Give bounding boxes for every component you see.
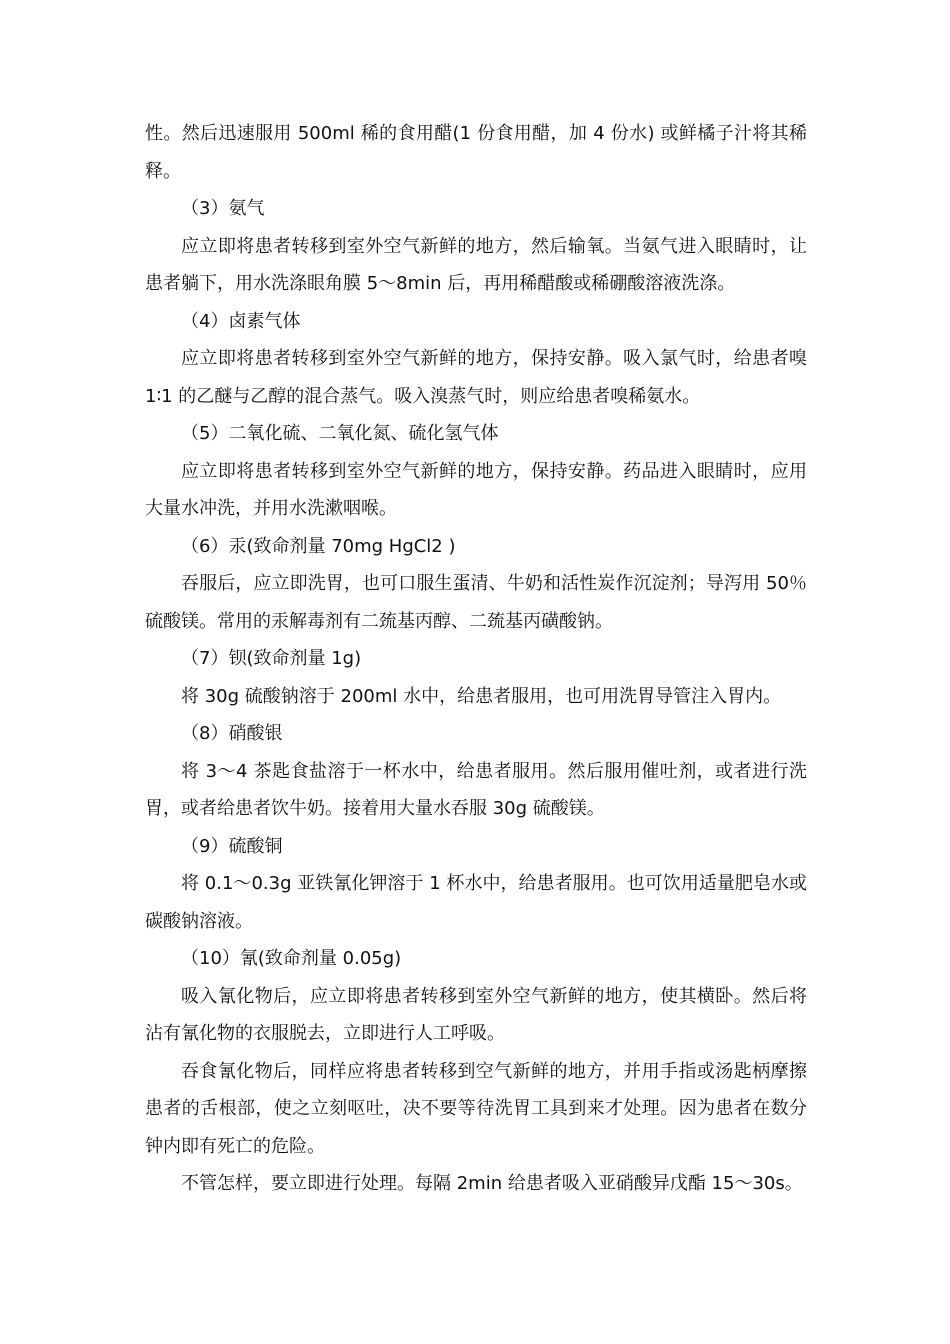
section-heading-silver-nitrate: （8）硝酸银: [181, 723, 283, 744]
paragraph-copper-sulfate: 将 0.1～0.3g 亚铁氰化钾溶于 1 杯水中，给患者服用。也可饮用适量肥皂水或碳酸钠溶液。: [145, 873, 807, 932]
paragraph-continuation: 性。然后迅速服用 500ml 稀的食用醋(1 份食用醋，加 4 份水) 或鲜橘子汁将其稀释。: [145, 123, 807, 182]
section-heading-mercury: （6）汞(致命剂量 70mg HgCl2 ): [181, 535, 456, 557]
paragraph-halogen: 应立即将患者转移到室外空气新鲜的地方，保持安静。吸入氯气时，给患者嗅 1∶1 的乙醚与乙醇的混合蒸气。吸入溴蒸气时，则应给患者嗅稀氨水。: [145, 348, 807, 407]
paragraph-cyanide-treatment: 不管怎样，要立即进行处理。每隔 2min 给患者吸入亚硝酸异戊酯 15～30s。: [181, 1173, 803, 1194]
paragraph-barium: 将 30g 硫酸钠溶于 200ml 水中，给患者服用，也可用洗胃导管注入胃内。: [181, 685, 782, 707]
section-heading-ammonia: （3）氨气: [181, 198, 265, 219]
section-heading-halogen: （4）卤素气体: [181, 310, 301, 332]
paragraph-mercury: 吞服后，应立即洗胃，也可口服生蛋清、牛奶和活性炭作沉淀剂；导泻用 50％硫酸镁。常用的汞解毒剂有二巯基丙醇、二巯基丙磺酸钠。: [145, 573, 807, 632]
paragraph-cyanide-inhalation: 吸入氰化物后，应立即将患者转移到室外空气新鲜的地方，使其横卧。然后将沾有氰化物的衣服脱去，立即进行人工呼吸。: [145, 985, 807, 1044]
document-body: [145, 115, 807, 1203]
section-heading-copper-sulfate: （9）硫酸铜: [181, 835, 283, 857]
paragraph-silver-nitrate: 将 3～4 茶匙食盐溶于一杯水中，给患者服用。然后服用催吐剂，或者进行洗胃，或者给患者饮牛奶。接着用大量水吞服 30g 硫酸镁。: [145, 760, 807, 819]
section-heading-barium: （7）钡(致命剂量 1g): [181, 648, 362, 669]
paragraph-cyanide-ingestion: 吞食氰化物后，同样应将患者转移到空气新鲜的地方，并用手指或汤匙柄摩擦患者的舌根部，使之立刻呕吐，决不要等待洗胃工具到来才处理。因为患者在数分钟内即有死亡的危险。: [145, 1060, 807, 1157]
section-heading-sulfur-gases: （5）二氧化硫、二氧化氮、硫化氢气体: [181, 423, 499, 444]
paragraph-sulfur-gases: 应立即将患者转移到室外空气新鲜的地方，保持安静。药品进入眼睛时，应用大量水冲洗，并用水洗漱咽喉。: [145, 460, 807, 519]
paragraph-ammonia: 应立即将患者转移到室外空气新鲜的地方，然后输氧。当氨气进入眼睛时，让患者躺下，用水洗涤眼角膜 5～8min 后，再用稀醋酸或稀硼酸溶液洗涤。: [145, 235, 807, 294]
section-heading-cyanide: （10）氰(致命剂量 0.05g): [181, 948, 402, 969]
